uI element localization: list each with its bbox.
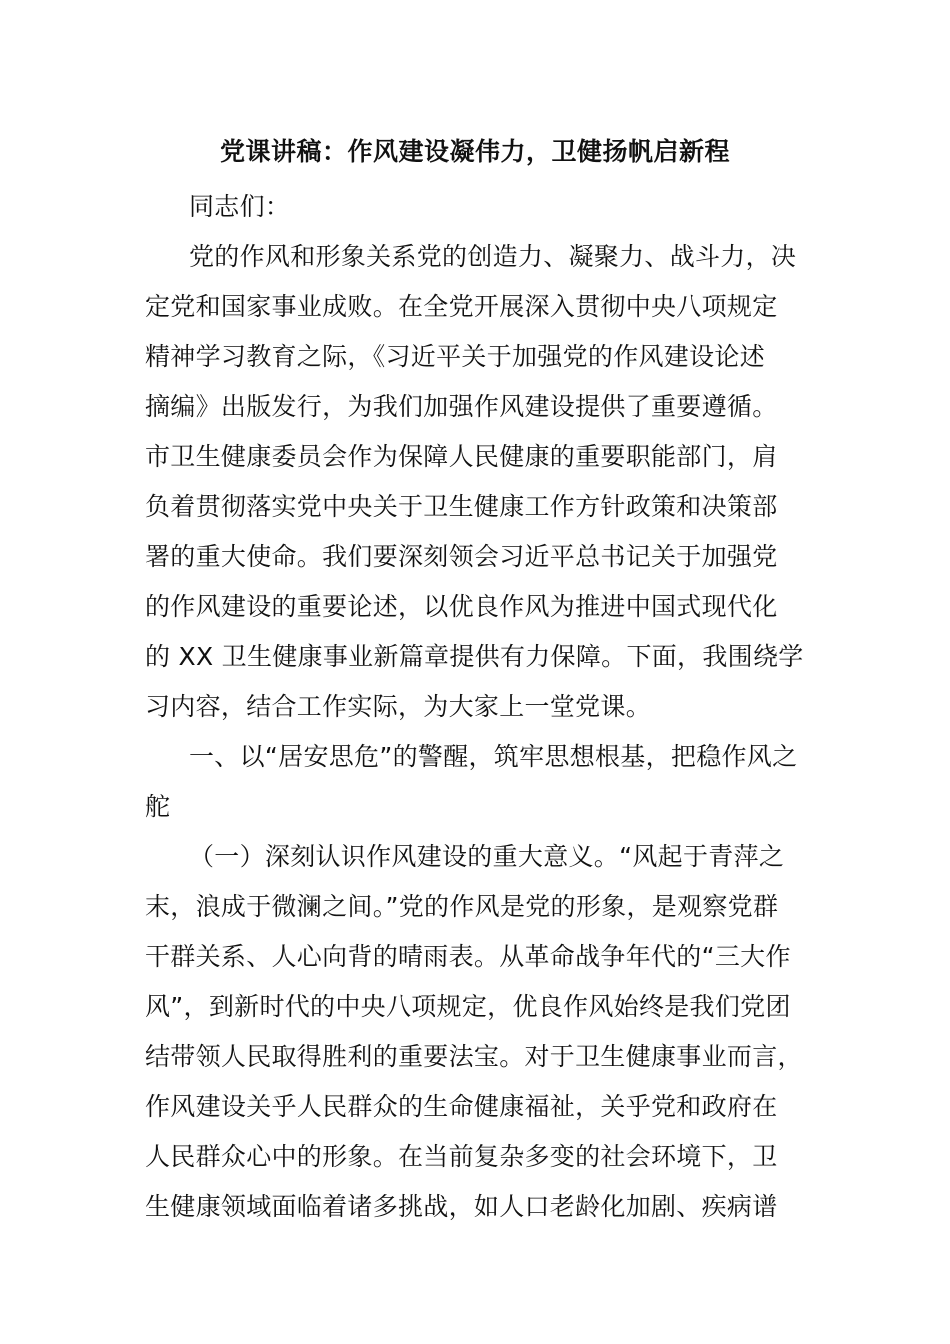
body-line: 的作风建设的重要论述，以优良作风为推进中国式现代化 (145, 592, 778, 621)
body-line: 精神学习教育之际，《习近平关于加强党的作风建设论述 (145, 342, 766, 371)
body-line: 风”，到新时代的中央八项规定，优良作风始终是我们党团 (145, 992, 791, 1021)
body-line: 负着贯彻落实党中央关于卫生健康工作方针政策和决策部 (145, 492, 778, 521)
document-title: 党课讲稿：作风建设凝伟力，卫健扬帆启新程 (219, 137, 730, 166)
body-line: 末，浪成于微澜之间。”党的作风是党的形象，是观察党群 (145, 892, 779, 921)
body-line: 定党和国家事业成败。在全党开展深入贯彻中央八项规定 (145, 292, 778, 321)
body-line: 的 XX 卫生健康事业新篇章提供有力保障。下面，我围绕学 (145, 642, 804, 671)
body-line: 摘编》出版发行，为我们加强作风建设提供了重要遵循。 (145, 392, 778, 421)
body-line: 作风建设关乎人民群众的生命健康福祉，关乎党和政府在 (145, 1092, 778, 1121)
body-line: 人民群众心中的形象。在当前复杂多变的社会环境下，卫 (145, 1142, 778, 1171)
body-line: 同志们： (189, 192, 291, 221)
body-line: （一）深刻认识作风建设的重大意义。“风起于青萍之 (189, 842, 785, 871)
body-line: 市卫生健康委员会作为保障人民健康的重要职能部门，肩 (145, 442, 778, 471)
body-line: 结带领人民取得胜利的重要法宝。对于卫生健康事业而言， (145, 1042, 803, 1071)
body-line: 生健康领域面临着诸多挑战，如人口老龄化加剧、疾病谱 (145, 1192, 778, 1221)
body-line: 一、以“居安思危”的警醒，筑牢思想根基，把稳作风之 (189, 742, 798, 771)
body-line: 党的作风和形象关系党的创造力、凝聚力、战斗力，决 (189, 242, 797, 271)
body-line: 干群关系、人心向背的晴雨表。从革命战争年代的“三大作 (145, 942, 791, 971)
body-line: 署的重大使命。我们要深刻领会习近平总书记关于加强党 (145, 542, 778, 571)
body-line: 舵 (145, 792, 171, 821)
body-line: 习内容，结合工作实际，为大家上一堂党课。 (145, 692, 652, 721)
document-body (145, 182, 805, 1232)
